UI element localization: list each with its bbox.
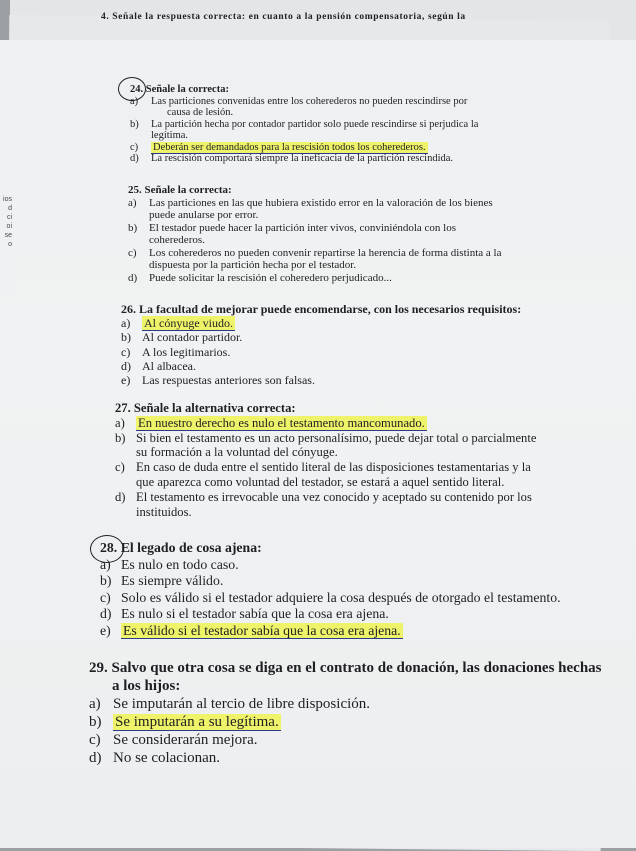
answer-option: d) Puede solicitar la rescisión el coheredero perjudicado...	[128, 271, 392, 284]
answer-option: a) Las particiones convenidas entre los coherederos no pueden rescindirse por causa de lesión.	[130, 95, 468, 118]
highlight-mark: Es válido si el testador sabía que la cosa era ajena.	[123, 622, 401, 638]
question-title: 26. La facultad de mejorar puede encomendarse, con los necesarios requisitos:	[121, 302, 522, 316]
answer-option: c) Solo es válido si el testador adquiere la cosa después de otorgado el testamento.	[100, 589, 561, 605]
answer-option: b) La partición hecha por contador partidor solo puede rescindirse si perjudica la legítima.	[130, 118, 479, 141]
side-fragment: ios	[3, 196, 12, 203]
answer-option-highlighted: a) En nuestro derecho es nulo el testamento mancomunado.	[115, 415, 425, 430]
answer-option: b) Es siempre válido.	[100, 573, 224, 588]
side-page-fragment	[0, 195, 14, 295]
answer-option: e) Las respuestas anteriores son falsas.	[121, 373, 315, 388]
answer-option-highlighted: e) Es válido si el testador sabía que la cosa era ajena.	[100, 622, 401, 638]
question-24	[130, 84, 550, 165]
answer-option: d) No se colacionan.	[89, 750, 221, 766]
answer-option-highlighted: a) Al cónyuge viudo.	[121, 316, 233, 331]
answer-option: c) A los legitimarios.	[121, 344, 231, 359]
question-title: 25. Señale la correcta:	[128, 184, 232, 196]
partial-question-header: 4. Señale la respuesta correcta: en cuanto a la pensión compensatoria, según la	[101, 12, 466, 22]
answer-option: a) Las particiones en las que hubiera existido error en la valoración de los bienes puede anularse por error.	[128, 196, 493, 221]
question-27	[115, 401, 595, 519]
answer-option: c) Se considerarán mejora.	[89, 732, 258, 748]
question-26	[121, 302, 561, 387]
answer-option: b) Al contador partidor.	[121, 330, 243, 345]
answer-option: d) La rescisión comportará siempre la ineficacia de la partición rescindida.	[130, 153, 454, 164]
answer-option-highlighted: c) Deberán ser demandados para la rescisión todos los coherederos.	[130, 141, 426, 153]
side-fragment: oi	[6, 223, 12, 230]
answer-option: b) El testador puede hacer la partición inter vivos, conviniéndola con los coherederos.	[128, 221, 456, 246]
highlight-mark: Al cónyuge viudo.	[144, 316, 233, 331]
highlight-mark: Se imputarán a su legítima.	[115, 714, 279, 730]
question-29	[89, 659, 629, 767]
question-title: 24. Señale la correcta:	[130, 84, 229, 95]
question-28	[100, 540, 600, 639]
side-fragment: se	[4, 232, 12, 239]
answer-option: a) Se imputarán al tercio de libre disposición.	[89, 696, 371, 712]
highlight-mark: Deberán ser demandados para la rescisión todos los coherederos.	[153, 141, 426, 153]
question-title-continued: a los hijos:	[112, 678, 181, 694]
highlight-mark: En nuestro derecho es nulo el testamento mancomunado.	[138, 415, 425, 430]
question-title: 29. Salvo que otra cosa se diga en el contrato de donación, las donaciones hechas	[89, 660, 602, 676]
question-25	[128, 184, 558, 284]
answer-option: b) Si bien el testamento es un acto personalísimo, puede dejar total o parcialmente su formación a la voluntad del cónyuge.	[115, 430, 537, 460]
answer-option: d) Es nulo si el testador sabía que la cosa era ajena.	[100, 606, 389, 621]
answer-option: d) Al albacea.	[121, 358, 196, 373]
question-title: 28. El legado de cosa ajena:	[100, 540, 262, 555]
side-fragment: o	[8, 241, 12, 248]
side-fragment: d	[8, 205, 12, 212]
answer-option-highlighted: b) Se imputarán a su legítima.	[89, 714, 279, 730]
side-fragment: ci	[6, 214, 12, 221]
question-title: 27. Señale la alternativa correcta:	[115, 401, 296, 415]
answer-option: a) Es nulo en todo caso.	[100, 556, 239, 572]
answer-option: c) En caso de duda entre el sentido literal de las disposiciones testamentarias y la que aparezca como voluntad del testador, se estará a aquel sentido literal.	[115, 460, 531, 489]
answer-option: d) El testamento es irrevocable una vez conocido y aceptado su contenido por los instituidos.	[115, 489, 532, 519]
answer-option: c) Los coherederos no pueden convenir repartirse la herencia de forma distinta a la dispuesta por la partición hecha por el testador.	[128, 246, 502, 271]
